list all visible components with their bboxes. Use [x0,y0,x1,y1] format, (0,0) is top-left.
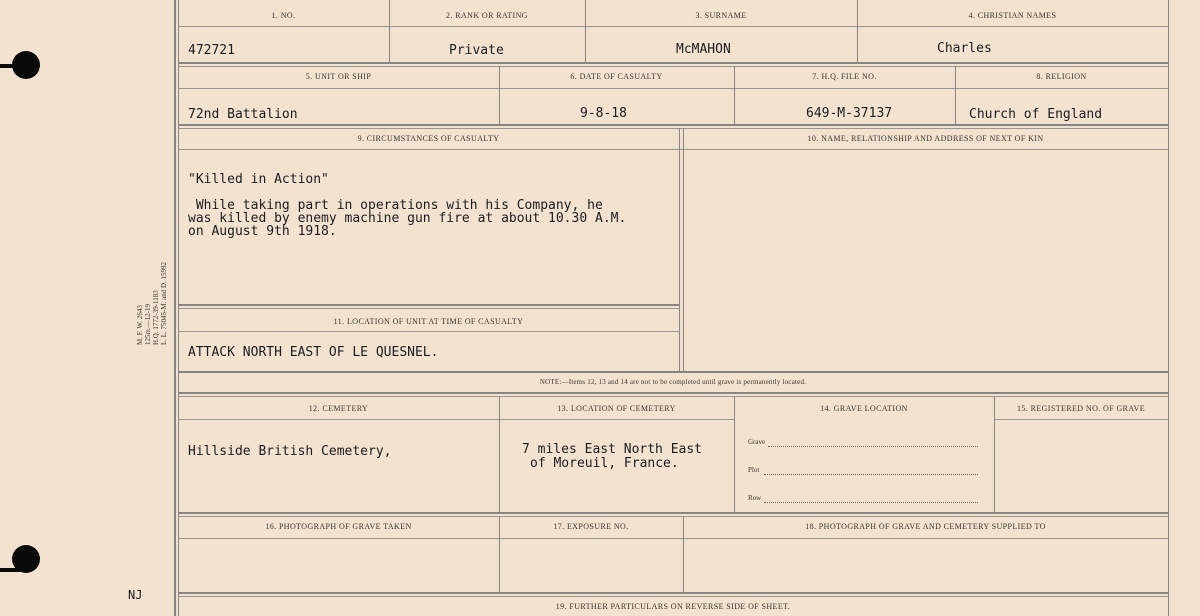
label-date: 6. DATE OF CASUALTY [570,72,663,81]
circumstances-line-3: on August 9th 1918. [188,224,337,239]
value-location-cemetery-1: 7 miles East North East [522,442,703,457]
form-left-border [174,0,176,616]
note-text: NOTE:—Items 12, 13 and 14 are not to be completed until grave is permanently located. [539,378,807,386]
label-location-cemetery: 13. LOCATION OF CEMETERY [557,404,676,413]
label-location-unit: 11. LOCATION OF UNIT AT TIME OF CASUALTY [333,317,524,326]
value-surname: McMAHON [676,42,731,57]
label-unit: 5. UNIT OR SHIP [305,72,372,81]
label-christian-names: 4. CHRISTIAN NAMES [968,11,1057,20]
grave-sub-grave: Grave [748,438,766,446]
label-circumstances: 9. CIRCUMSTANCES OF CASUALTY [357,134,500,143]
value-cemetery: Hillside British Cemetery, [188,444,392,459]
print-code-4: L. L. 75045-M. and D. 15992 [160,261,168,345]
print-code-1: M. F. W. 2643 [136,305,144,345]
value-christian-names: Charles [937,41,992,56]
clerk-initials: NJ [128,588,143,602]
value-date: 9-8-18 [580,106,627,121]
value-rank: Private [449,43,504,58]
label-photo-taken: 16. PHOTOGRAPH OF GRAVE TAKEN [265,522,412,531]
value-no: 472721 [188,43,235,58]
circumstances-title: "Killed in Action" [188,172,329,187]
label-religion: 8. RELIGION [1036,72,1087,81]
label-exposure: 17. EXPOSURE NO. [553,522,629,531]
value-unit: 72nd Battalion [188,107,298,122]
label-surname: 3. SURNAME [695,11,747,20]
grave-sub-plot: Plot [748,466,760,474]
binder-hole-top [12,51,40,79]
label-further: 19. FURTHER PARTICULARS ON REVERSE SIDE OF SHEET. [555,602,791,611]
label-no: 1. NO. [271,11,296,20]
label-next-of-kin: 10. NAME, RELATIONSHIP AND ADDRESS OF NEXT OF KIN [807,134,1044,143]
value-religion: Church of England [969,107,1103,122]
value-location-unit: ATTACK NORTH EAST OF LE QUESNEL. [188,345,439,360]
print-code-3: H.Q. 1772-39-1183 [152,290,160,345]
circumstances-line-2: was killed by enemy machine gun fire at about 10.30 A.M. [188,211,627,226]
label-photo-supplied: 18. PHOTOGRAPH OF GRAVE AND CEMETERY SUPPLIED TO [805,522,1046,531]
value-location-cemetery-2: of Moreuil, France. [530,456,679,471]
label-file-no: 7. H.Q. FILE NO. [812,72,877,81]
print-code-2: 125m.—12-19 [144,303,152,345]
label-grave-location: 14. GRAVE LOCATION [820,404,908,413]
label-cemetery: 12. CEMETERY [308,404,369,413]
label-rank: 2. RANK OR RATING [446,11,528,20]
label-registered-no: 15. REGISTERED NO. OF GRAVE [1017,404,1145,413]
grave-sub-row: Row [748,494,762,502]
value-file-no: 649-M-37137 [806,106,893,121]
circumstances-line-1: While taking part in operations with his Company, he [188,198,603,213]
binder-hole-bottom [12,545,40,573]
